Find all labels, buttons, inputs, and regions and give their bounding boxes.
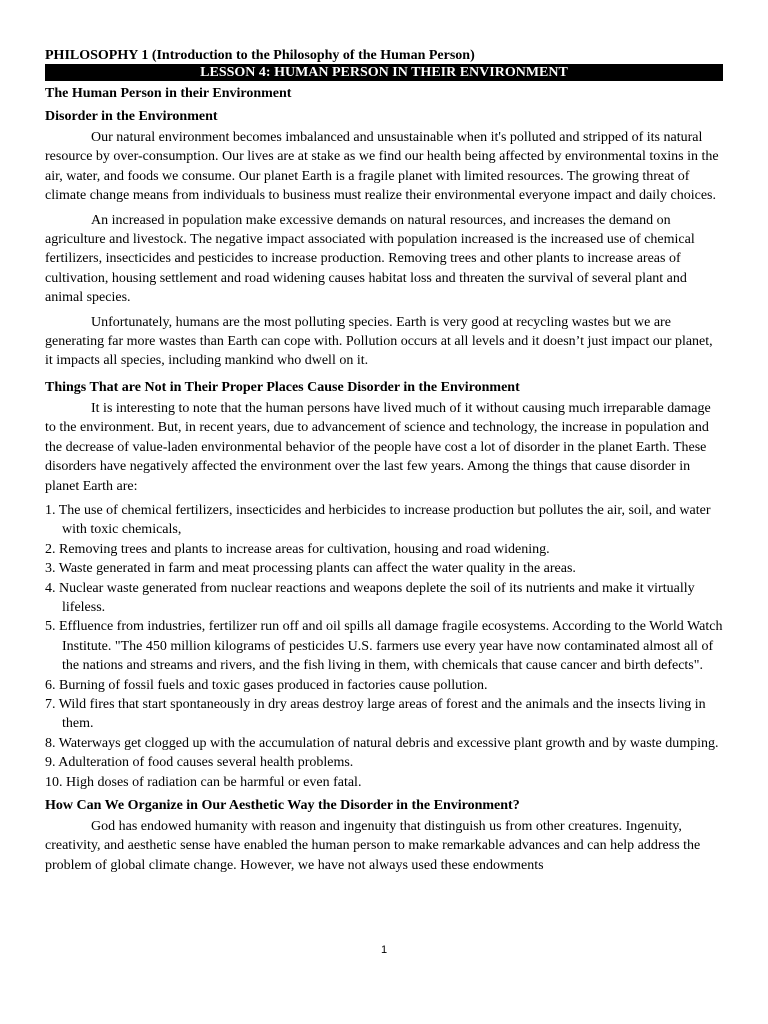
paragraph: Our natural environment becomes imbalanced and unsustainable when it's polluted and stripped of its natural resource by over-consumption. Our lives are at stake as we find our health being affected by environmental toxins in the air, water, and foods we consume. Our planet Earth is a fragile planet with limited resources. The growing threat of climate change means from individuals to business must realize their environmental everyone impact and daily choices. (45, 130, 719, 204)
list-item: 6. Burning of fossil fuels and toxic gases produced in factories cause pollution. (45, 677, 488, 693)
section-title-aesthetic-way: How Can We Organize in Our Aesthetic Way the Disorder in the Environment? (45, 798, 520, 813)
section-subtitle-disorder: Disorder in the Environment (45, 109, 218, 124)
list-item: 8. Waterways get clogged up with the accumulation of natural debris and excessive plant growth and by waste dumping. (45, 735, 719, 751)
list-item: 7. Wild fires that start spontaneously in dry areas destroy large areas of forest and the animals and the insects living in them. (45, 696, 706, 732)
list-item: 5. Effluence from industries, fertilizer run off and oil spills all damage fragile ecosystems. According to the World Watch Institute. "The 450 million kilograms of pesticides U.S. farmers use every year have now contaminated almost all of the nations and streams and rivers, and the fish living in them, with chemicals that cause cancer and birth defects". (45, 619, 723, 674)
list-item: 1. The use of chemical fertilizers, insecticides and herbicides to increase production but pollutes the air, soil, and water with toxic chemicals, (45, 502, 711, 538)
paragraph: An increased in population make excessive demands on natural resources, and increases the demand on agriculture and livestock. The negative impact associated with population increased is the increased use of chemical fertilizers, insecticides and pesticides to increase production. Removing trees and other plants to increase areas of cultivation, housing settlement and road widening causes habitat loss and threaten the survival of several plant and animal species. (45, 212, 695, 306)
disorder-causes-list (45, 501, 723, 792)
paragraph: God has endowed humanity with reason and ingenuity that distinguish us from other creatures. Ingenuity, creativity, and aesthetic sense have enabled the human person to make remarkable advances and can help address the problem of global climate change. However, we have not always used these endowments (45, 819, 701, 873)
list-item: 10. High doses of radiation can be harmful or even fatal. (45, 774, 362, 790)
section-title-things-not-in-place: Things That are Not in Their Proper Places Cause Disorder in the Environment (45, 379, 520, 395)
list-item: 3. Waste generated in farm and meat processing plants can affect the water quality in the areas. (45, 561, 576, 577)
section-title-human-person: The Human Person in their Environment (45, 86, 292, 101)
page-number: 1 (380, 944, 388, 956)
lesson-banner: LESSON 4: HUMAN PERSON IN THEIR ENVIRONMENT (45, 64, 723, 81)
list-item: 4. Nuclear waste generated from nuclear reactions and weapons deplete the soil of its nutrients and make it virtually lifeless. (45, 580, 695, 615)
list-item: 9. Adulteration of food causes several health problems. (45, 755, 354, 771)
course-title: PHILOSOPHY 1 (Introduction to the Philosophy of the Human Person) (45, 48, 475, 63)
paragraph: It is interesting to note that the human persons have lived much of it without causing much irreparable damage to the environment. But, in recent years, due to advancement of science and technology, the increase in population and the decrease of value-laden environmental behavior of the people have cost a lot of disorder in the planet Earth. These disorders have negatively affected the environment over the last few years. Among the things that cause disorder in planet Earth are: (45, 400, 711, 494)
paragraph: Unfortunately, humans are the most polluting species. Earth is very good at recycling wastes but we are generating far more wastes than Earth can cope with. Pollution occurs at all levels and it doesn’t just impact our planet, it impacts all species, including mankind who dwell on it. (45, 314, 713, 369)
document-page (45, 47, 723, 880)
list-item: 2. Removing trees and plants to increase areas for cultivation, housing and road widening. (45, 541, 550, 557)
